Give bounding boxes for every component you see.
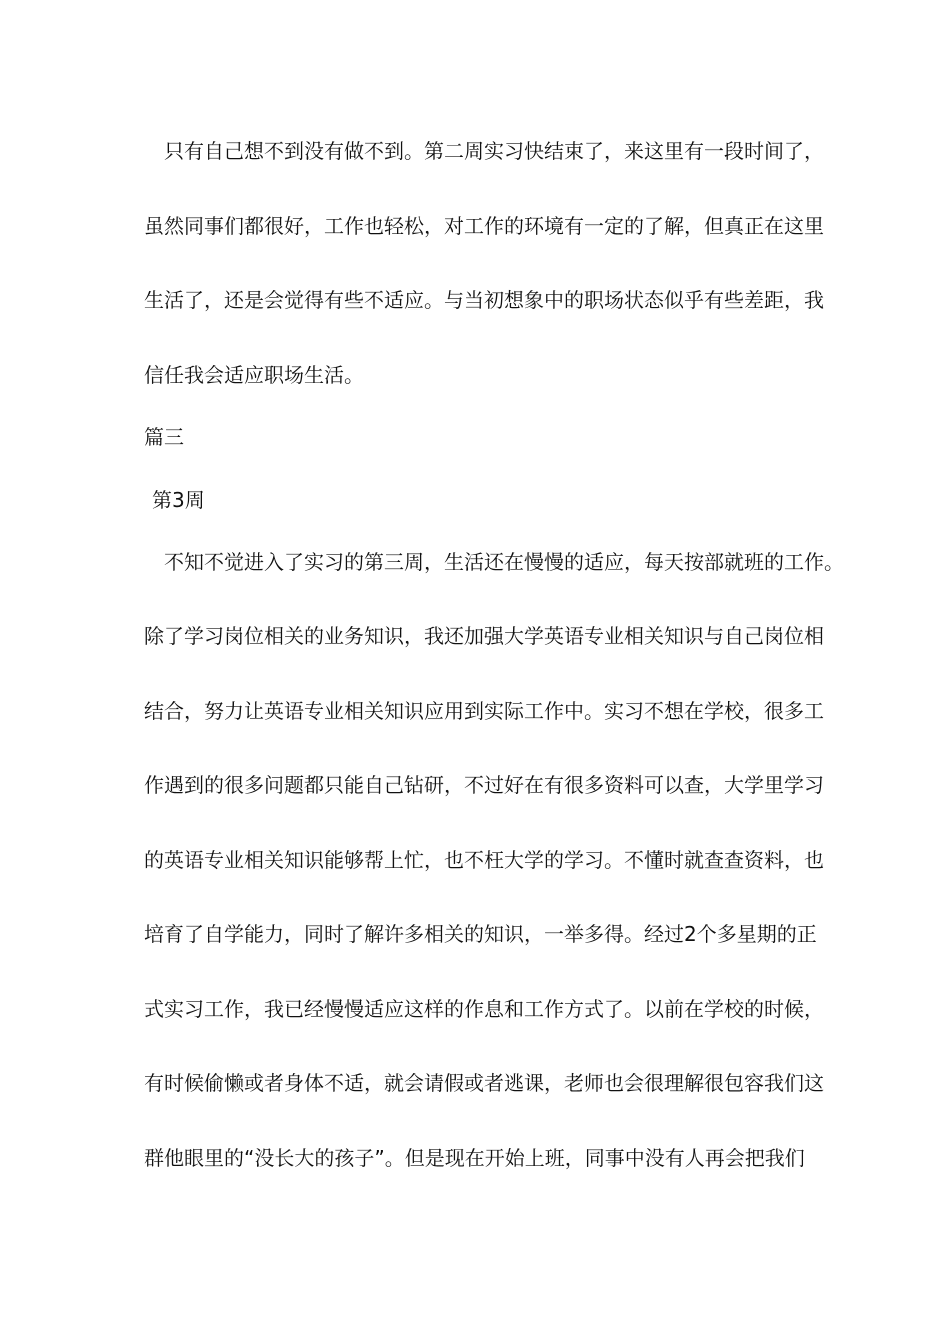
paragraph-line: 只有自己想不到没有做不到。第二周实习快结束了，来这里有一段时间了， bbox=[164, 139, 824, 163]
paragraph-line: 结合，努力让英语专业相关知识应用到实际工作中。实习不想在学校，很多工 bbox=[144, 699, 824, 723]
paragraph-line: 生活了，还是会觉得有些不适应。与当初想象中的职场状态似乎有些差距，我 bbox=[144, 288, 824, 312]
paragraph-line: 群他眼里的“没长大的孩子”。但是现在开始上班，同事中没有人再会把我们 bbox=[144, 1146, 805, 1170]
paragraph-line: 作遇到的很多问题都只能自己钻研，不过好在有很多资料可以查，大学里学习 bbox=[144, 773, 824, 797]
section-title: 篇三 bbox=[144, 425, 184, 449]
week-title: 第3周 bbox=[152, 488, 205, 512]
paragraph-line: 式实习工作，我已经慢慢适应这样的作息和工作方式了。以前在学校的时候， bbox=[144, 997, 824, 1021]
paragraph-line: 信任我会适应职场生活。 bbox=[144, 363, 364, 387]
paragraph-line: 不知不觉进入了实习的第三周，生活还在慢慢的适应，每天按部就班的工作。 bbox=[164, 550, 844, 574]
paragraph-line: 虽然同事们都很好，工作也轻松，对工作的环境有一定的了解，但真正在这里 bbox=[144, 214, 824, 238]
paragraph-line: 有时候偷懒或者身体不适，就会请假或者逃课，老师也会很理解很包容我们这 bbox=[144, 1071, 824, 1095]
paragraph-line: 培育了自学能力，同时了解许多相关的知识，一举多得。经过2个多星期的正 bbox=[144, 922, 817, 946]
paragraph-line: 除了学习岗位相关的业务知识，我还加强大学英语专业相关知识与自己岗位相 bbox=[144, 624, 824, 648]
paragraph-line: 的英语专业相关知识能够帮上忙，也不枉大学的学习。不懂时就查查资料，也 bbox=[144, 848, 824, 872]
